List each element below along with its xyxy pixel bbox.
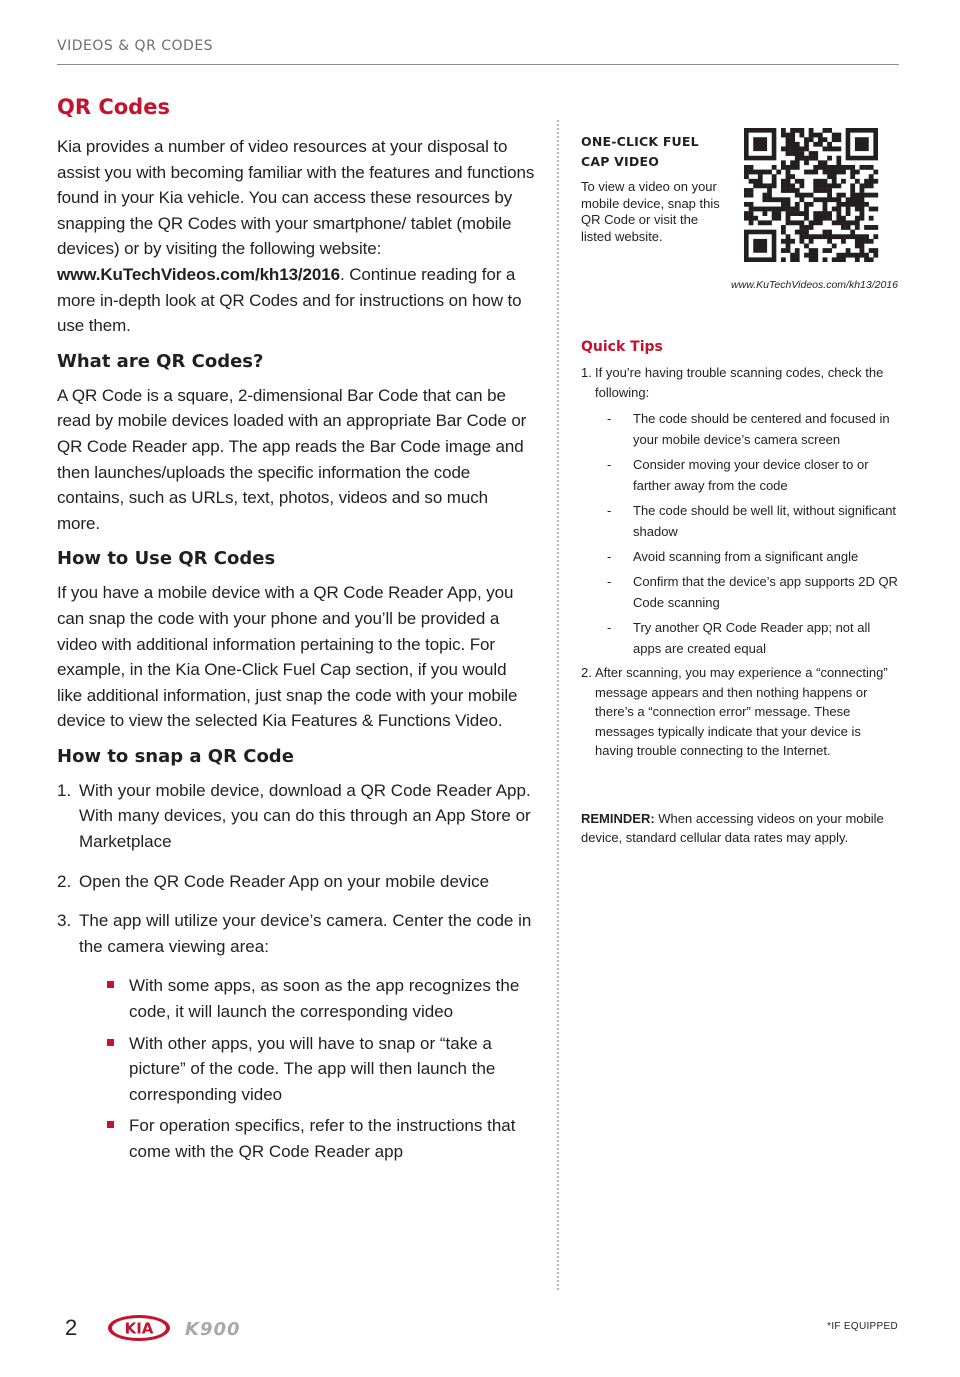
reminder-label: REMINDER: (581, 811, 655, 826)
how-heading: How to Use QR Codes (57, 548, 276, 570)
dash-bullet-icon: - (607, 620, 612, 635)
qr-title: ONE-CLICK FUEL CAP VIDEO (581, 134, 699, 169)
bullet-item (107, 1031, 535, 1108)
intro-tail-text: . Continue reading for a more in-depth look at QR Codes and for instructions on how to use them. (57, 264, 522, 336)
tip-item (581, 663, 901, 761)
sub-tips-list (607, 408, 901, 659)
bullet-text: For operation specifics, refer to the instructions that come with the QR Code Reader app (129, 1116, 516, 1161)
quick-tips (581, 337, 901, 765)
snap-heading: How to snap a QR Code (57, 745, 294, 767)
reminder-note (581, 810, 903, 847)
sub-tip-item (607, 546, 901, 567)
sub-tip-text: The code should be centered and focused in your mobile device’s camera screen (633, 411, 890, 447)
step-item (57, 869, 535, 895)
tip-number: 2. (581, 665, 592, 680)
reminder-text: When accessing videos on your mobile device, standard cellular data rates may apply. (581, 811, 884, 845)
bullet-item (107, 1113, 535, 1164)
dash-bullet-icon: - (607, 411, 612, 426)
square-bullet-icon (107, 1039, 114, 1046)
k900-logo (185, 1318, 265, 1345)
bullet-item (107, 973, 535, 1024)
bullet-text: With some apps, as soon as the app recognizes the code, it will launch the corresponding video (129, 976, 520, 1022)
qr-code-image[interactable] (738, 128, 884, 262)
step-item (57, 778, 535, 855)
bullet-text: With other apps, you will have to snap or “take a picture” of the code. The app will then launch the corresponding video (129, 1033, 496, 1104)
k900-logo-text: K900 (185, 1319, 241, 1340)
dash-bullet-icon: - (607, 457, 612, 472)
sub-tip-text: Try another QR Code Reader app; not all apps are created equal (633, 620, 871, 656)
step-text: With your mobile device, download a QR Code Reader App. With many devices, you can do this through an App Store or Marketplace (79, 780, 531, 852)
square-bullet-icon (107, 981, 114, 988)
footnote: *IF EQUIPPED (827, 1321, 898, 1332)
sub-tip-item (607, 408, 901, 450)
header-divider (57, 64, 899, 65)
tips-list (581, 363, 901, 761)
column-divider (557, 120, 559, 1290)
intro-website-link[interactable]: www.KuTechVideos.com/kh13/2016 (57, 264, 340, 284)
step-number: 2. (57, 871, 72, 891)
sub-tip-text: The code should be well lit, without significant shadow (633, 503, 897, 539)
square-bullet-icon (107, 1121, 114, 1128)
tip-number: 1. (581, 365, 592, 380)
kia-logo-icon (106, 1313, 172, 1343)
k900-logo-icon (185, 1318, 265, 1340)
section-header: VIDEOS & QR CODES (57, 38, 214, 54)
step-item (57, 908, 535, 1164)
qr-code-icon (738, 128, 884, 262)
qr-description: To view a video on your mobile device, snap this QR Code or visit the listed website. (581, 179, 720, 244)
main-column (57, 92, 535, 1179)
bullet-list (107, 973, 535, 1164)
dash-bullet-icon: - (607, 574, 612, 589)
qr-website-link[interactable]: www.KuTechVideos.com/kh13/2016 (731, 279, 898, 291)
sub-tip-text: Avoid scanning from a significant angle (633, 549, 859, 564)
sub-tip-item (607, 617, 901, 659)
sub-tip-item (607, 571, 901, 613)
kia-logo-text: KIA (124, 1319, 154, 1338)
tip-text: If you’re having trouble scanning codes, check the following: (595, 365, 884, 400)
step-text: The app will utilize your device’s camera. Center the code in the camera viewing area: (79, 911, 532, 956)
step-number: 1. (57, 780, 72, 800)
sub-tip-text: Confirm that the device’s app supports 2D QR Code scanning (633, 574, 898, 610)
page-number: 2 (65, 1315, 78, 1340)
step-text: Open the QR Code Reader App on your mobile device (79, 871, 490, 891)
what-heading: What are QR Codes? (57, 350, 264, 372)
tip-text: After scanning, you may experience a “connecting” message appears and then nothing happens or there’s a “connection error” message. These messages typically indicate that your device is having trouble connecting to the Internet. (595, 665, 888, 758)
tips-heading: Quick Tips (581, 339, 663, 355)
steps-list (57, 778, 535, 1165)
what-paragraph: A QR Code is a square, 2-dimensional Bar Code that can be read by mobile devices loaded with an appropriate Bar Code or QR Code Reader app. The app reads the Bar Code image and then launches/uploads the specific information the code contains, such as URLs, text, photos, videos and so much more. (57, 385, 527, 533)
how-paragraph: If you have a mobile device with a QR Code Reader App, you can snap the code with your phone and you’ll be provided a video with additional information pertaining to the topic. For example, in the Kia One-Click Fuel Cap section, if you would like additional information, just snap the code with your mobile device to view the selected Kia Features & Functions Video. (57, 583, 518, 731)
qr-callout (581, 132, 726, 245)
intro-text: Kia provides a number of video resources at your disposal to assist you with becoming familiar with the features and functions found in your Kia vehicle. You can access these resources by snapping the QR Codes with your smartphone/ tablet (mobile devices) or by visiting the following website: (57, 137, 535, 259)
step-number: 3. (57, 911, 72, 931)
dash-bullet-icon: - (607, 503, 612, 518)
sub-tip-text: Consider moving your device closer to or farther away from the code (633, 457, 869, 493)
dash-bullet-icon: - (607, 549, 612, 564)
sub-tip-item (607, 500, 901, 542)
sub-tip-item (607, 454, 901, 496)
tip-item (581, 363, 901, 659)
page-title: QR Codes (57, 95, 170, 119)
intro-paragraph (57, 134, 535, 339)
kia-logo (106, 1313, 172, 1348)
